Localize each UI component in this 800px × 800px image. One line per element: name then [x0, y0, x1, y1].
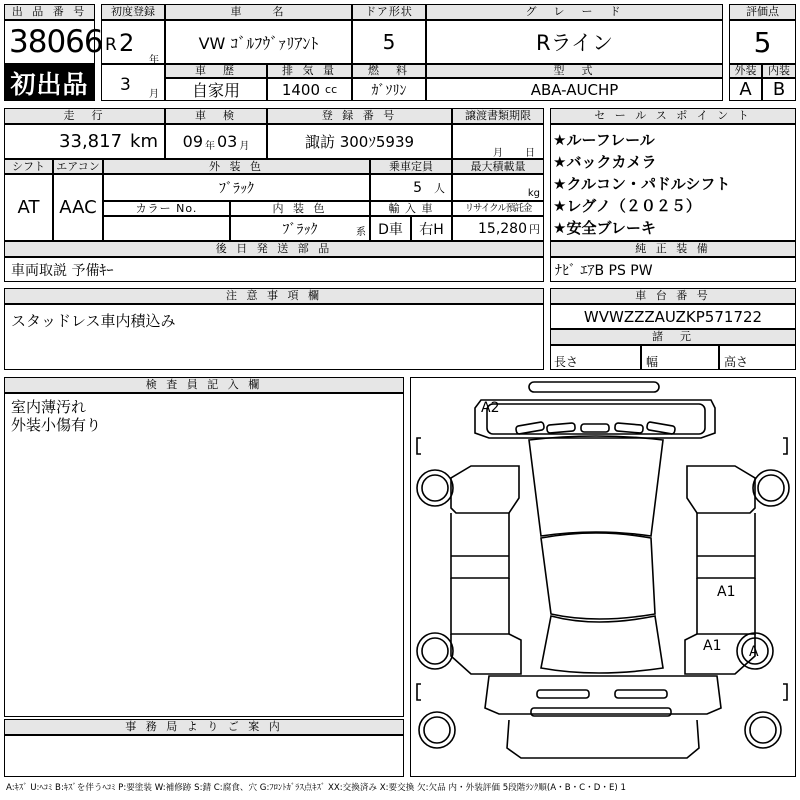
shift: AT [4, 174, 53, 241]
lot-number: 38066 [9, 24, 103, 60]
mileage: 33,817 [59, 131, 123, 152]
transfer-deadline-label: 譲渡書類期限 [452, 108, 544, 124]
grade: Rライン [426, 20, 723, 64]
inspector-note: 外装小傷有り [11, 416, 102, 434]
chassis-label: 車 台 番 号 [550, 288, 796, 304]
interior-color: ﾌﾞﾗｯｸ [282, 221, 318, 238]
capacity-box [370, 174, 452, 201]
width-box [641, 345, 719, 370]
displacement: 1400 [281, 80, 321, 99]
selling-point: ★レグノ（２０２５） [553, 197, 701, 215]
equipment-label: 純 正 装 備 [550, 241, 796, 257]
office-notice-label: 事 務 局 よ り ご 案 内 [4, 719, 404, 735]
damage-mark-a1: A1 [717, 584, 736, 600]
interior-grade-label: 内装 [762, 64, 796, 78]
notes-box [4, 304, 544, 370]
interior-color-label: 内 装 色 [230, 201, 370, 216]
chassis-number: WVWZZZAUZKP571722 [550, 304, 796, 329]
inspector-note: 室内薄汚れ [11, 398, 87, 416]
registration-year: 2 [119, 29, 135, 57]
inspection-label: 車 検 [165, 108, 267, 124]
car-name: VW ｺﾞﾙﾌｳﾞｧﾘｱﾝﾄ [165, 20, 352, 64]
history-label: 車 歴 [165, 64, 267, 78]
first-listing-badge: 初出品 [4, 64, 95, 101]
first-registration-year-box [101, 20, 165, 64]
mileage-box [4, 124, 165, 159]
lot-number-label: 出 品 番 号 [4, 4, 95, 20]
recycle-fee-unit: 円 [529, 222, 540, 236]
ac-label: エアコン [53, 159, 103, 174]
first-registration-label: 初度登録 [101, 4, 165, 20]
fuel-label: 燃 料 [352, 64, 426, 78]
mileage-label: 走 行 [4, 108, 165, 124]
displacement-unit: cc [325, 83, 338, 96]
damage-legend: A:ｷｽﾞ U:ﾍｺﾐ B:ｷｽﾞを伴うﾍｺﾐ P:要塗装 W:補修跡 S:錆 C:腐食、穴 G:ﾌﾛﾝﾄｶﾞﾗｽ点ｷｽﾞ XX:交換済み X:要交換 欠:欠品 内・外装評価 5段階ﾗﾝｸ順(A・B・C・D・E) 1 [6, 783, 626, 793]
height-box [719, 345, 796, 370]
selling-point: ★ルーフレール [553, 131, 655, 149]
selling-point: ★バックカメラ [553, 153, 657, 171]
capacity: 5 [413, 179, 422, 196]
inspection-box [165, 124, 267, 159]
mileage-unit: km [130, 131, 158, 152]
max-load-box [452, 174, 544, 201]
plate-label: 登 録 番 号 [267, 108, 452, 124]
door-count: 5 [352, 20, 426, 64]
interior-grade: B [762, 78, 796, 101]
color-no-label: カラー No. [103, 201, 230, 216]
equipment: ﾅﾋﾞ ｴｱB PS PW [550, 257, 796, 282]
ac: AAC [53, 174, 103, 241]
accessories: 車両取説 予備ｷｰ [4, 257, 544, 282]
model-label: 型 式 [426, 64, 723, 78]
max-load-unit: kg [527, 188, 540, 199]
score: 5 [729, 20, 796, 64]
notes-label: 注 意 事 項 欄 [4, 288, 544, 304]
transfer-deadline-box [452, 124, 544, 159]
fuel: ｶﾞｿﾘﾝ [352, 78, 426, 101]
exterior-grade: A [729, 78, 762, 101]
import-dealer: D車 [370, 216, 411, 241]
length-box [550, 345, 641, 370]
accessories-label: 後 日 発 送 部 品 [4, 241, 544, 257]
dimensions-label: 諸 元 [550, 329, 796, 345]
inspection-year-unit: 年 [205, 141, 215, 152]
score-label: 評価点 [729, 4, 796, 20]
max-load-label: 最大積載量 [452, 159, 544, 174]
registration-month: 3 [120, 75, 131, 95]
car-body-diagram [411, 378, 795, 776]
displacement-label: 排 気 量 [267, 64, 352, 78]
lot-number-box [4, 20, 103, 64]
plate-number: 諏訪 300ｿ5939 [267, 124, 452, 159]
recycle-fee-box [452, 216, 544, 241]
steering-side: 右H [411, 216, 452, 241]
inspection-month-unit: 月 [239, 141, 250, 152]
history: 自家用 [165, 78, 267, 101]
interior-color-box [230, 216, 370, 241]
damage-diagram [410, 377, 796, 777]
selling-point: ★安全ブレーキ [553, 219, 656, 237]
selling-points-label: セ ー ル ス ポ イ ン ト [550, 108, 796, 124]
inspector-notes-box [4, 393, 404, 717]
width-label: 幅 [646, 355, 659, 369]
transfer-day-unit: 日 [525, 148, 535, 159]
office-notice-box [4, 735, 404, 777]
door-type-label: ドア形状 [352, 4, 426, 20]
length-label: 長さ [554, 355, 579, 369]
era: R [105, 35, 117, 55]
transfer-month-unit: 月 [493, 148, 503, 159]
exterior-color: ﾌﾞﾗｯｸ [103, 174, 370, 201]
exterior-color-label: 外 装 色 [103, 159, 370, 174]
capacity-unit: 人 [434, 181, 445, 195]
recycle-fee: 15,280 [478, 220, 527, 237]
damage-mark-a2: A2 [481, 400, 500, 416]
first-registration-month-box [101, 64, 165, 101]
car-name-label: 車 名 [165, 4, 352, 20]
notes-text: スタッドレス車内積込み [11, 312, 176, 330]
year-unit: 年 [149, 55, 159, 66]
damage-mark-a1: A1 [703, 638, 722, 654]
inspector-notes-label: 検 査 員 記 入 欄 [4, 377, 404, 393]
model: ABA-AUCHP [426, 78, 723, 101]
inspection-month: 03 [217, 132, 238, 151]
recycle-fee-label: リサイクル預託金 [452, 201, 544, 216]
height-label: 高さ [724, 355, 749, 369]
displacement-box [267, 78, 352, 101]
selling-points-box [550, 124, 796, 241]
month-unit: 月 [149, 89, 159, 100]
exterior-grade-label: 外装 [729, 64, 762, 78]
import-label: 輸 入 車 [370, 201, 452, 216]
color-no [103, 216, 230, 241]
interior-color-unit: 系 [356, 227, 366, 238]
damage-mark-a: A [749, 644, 759, 660]
inspection-year: 09 [182, 132, 203, 151]
capacity-label: 乗車定員 [370, 159, 452, 174]
selling-point: ★クルコン・パドルシフト [553, 175, 731, 193]
shift-label: シフト [4, 159, 53, 174]
grade-label: グ レ ー ド [426, 4, 723, 20]
